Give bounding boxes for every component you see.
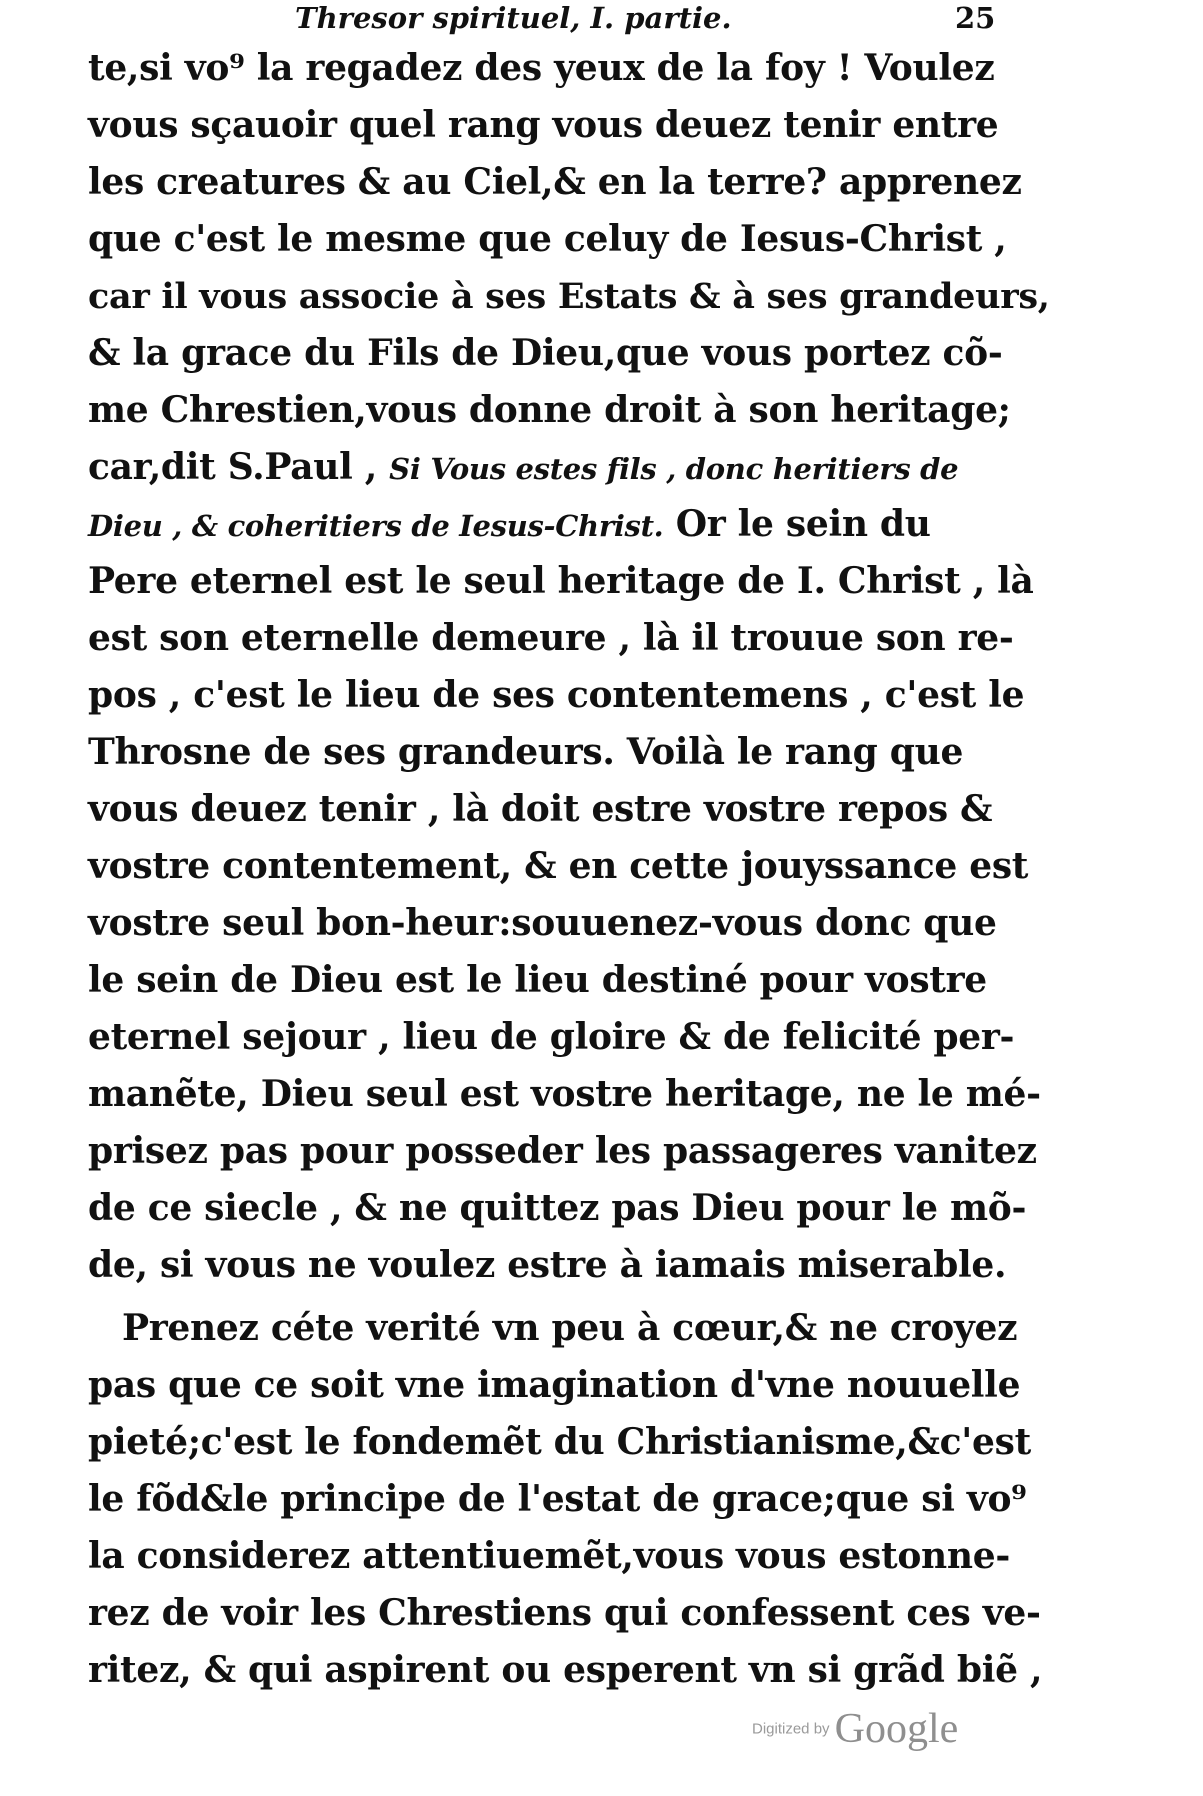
text-segment: vous deuez tenir , là doit estre vostre repos & <box>88 788 993 830</box>
text-segment: de ce siecle , & ne quittez pas Dieu pour le mõ- <box>88 1187 1027 1229</box>
text-line <box>88 667 1058 724</box>
text-line <box>88 496 1058 553</box>
text-segment: manẽte, Dieu seul est vostre heritage, ne le mé- <box>88 1073 1041 1115</box>
text-line <box>88 1237 1058 1294</box>
text-line <box>88 211 1058 268</box>
text-line <box>88 97 1058 154</box>
text-segment: vostre contentement, & en cette jouyssance est <box>88 845 1029 887</box>
text-line <box>88 439 1058 496</box>
text-line <box>88 1585 1058 1642</box>
text-line <box>88 40 1058 97</box>
text-line <box>88 610 1058 667</box>
text-segment: pieté;c'est le fondemẽt du Christianisme,&c'est <box>88 1421 1031 1463</box>
text-segment: pas que ce soit vne imagination d'vne nouuelle <box>88 1364 1021 1406</box>
text-segment: le sein de Dieu est le lieu destiné pour vostre <box>88 959 987 1001</box>
text-segment: ritez, & qui aspirent ou esperent vn si grãd biẽ , <box>88 1649 1043 1691</box>
text-segment: que c'est le mesme que celuy de Iesus-Christ , <box>88 218 1007 260</box>
text-segment: la considerez attentiuemẽt,vous vous estonne- <box>88 1535 1011 1577</box>
text-segment: Prenez céte verité vn peu à cœur,& ne croyez <box>122 1307 1018 1349</box>
body-text <box>88 40 1058 1699</box>
text-line <box>88 154 1058 211</box>
text-line <box>88 952 1058 1009</box>
text-segment: rez de voir les Chrestiens qui confessent ces ve- <box>88 1592 1041 1634</box>
text-line <box>88 1009 1058 1066</box>
text-segment: le fõd&le principe de l'estat de grace;que si vo⁹ <box>88 1478 1027 1520</box>
text-line <box>88 553 1058 610</box>
text-segment: de, si vous ne voulez estre à iamais miserable. <box>88 1244 1007 1286</box>
text-line <box>88 781 1058 838</box>
text-segment: vous sçauoir quel rang vous deuez tenir entre <box>88 104 999 146</box>
text-line <box>88 838 1058 895</box>
text-line <box>88 1357 1058 1414</box>
text-segment: me Chrestien,vous donne droit à son heritage; <box>88 389 1011 431</box>
google-digitized-watermark <box>752 1705 958 1759</box>
text-line <box>88 1123 1058 1180</box>
text-segment: Or le sein du <box>663 503 931 545</box>
text-line <box>88 895 1058 952</box>
text-line <box>88 325 1058 382</box>
page-number: 25 <box>955 1 996 35</box>
text-line <box>88 1180 1058 1237</box>
text-segment: Throsne de ses grandeurs. Voilà le rang que <box>88 731 964 773</box>
google-logo: Google <box>834 1706 959 1752</box>
text-line <box>88 268 1058 325</box>
text-line <box>88 1471 1058 1528</box>
text-segment: pos , c'est le lieu de ses contentemens , c'est le <box>88 674 1025 716</box>
text-line <box>88 1300 1058 1357</box>
text-line <box>88 1414 1058 1471</box>
text-segment: Pere eternel est le seul heritage de I. Christ , là <box>88 560 1034 602</box>
italic-quote-segment: Si Vous estes fils , donc heritiers de <box>389 452 959 486</box>
text-segment: les creatures & au Ciel,& en la terre? apprenez <box>88 161 1022 203</box>
italic-quote-segment: Dieu , & coheritiers de Iesus-Christ. <box>88 509 664 543</box>
text-line <box>88 382 1058 439</box>
text-segment: car,dit S.Paul , <box>88 446 390 488</box>
running-head <box>295 0 1055 36</box>
text-line <box>88 1642 1058 1699</box>
watermark-prefix: Digitized by <box>752 1720 830 1738</box>
text-segment: prisez pas pour posseder les passageres vanitez <box>88 1130 1037 1172</box>
text-segment: est son eternelle demeure , là il trouue son re- <box>88 617 1014 659</box>
text-line <box>88 724 1058 781</box>
text-line <box>88 1066 1058 1123</box>
text-segment: eternel sejour , lieu de gloire & de felicité per- <box>88 1016 1015 1058</box>
running-title: Thresor spirituel, I. partie. <box>295 1 732 35</box>
text-line <box>88 1528 1058 1585</box>
text-segment: vostre seul bon-heur:souuenez-vous donc que <box>88 902 997 944</box>
text-segment: & la grace du Fils de Dieu,que vous portez cõ- <box>88 332 1003 374</box>
text-segment: car il vous associe à ses Estats & à ses grandeurs, <box>88 276 1050 317</box>
text-segment: te,si vo⁹ la regadez des yeux de la foy ! Voulez <box>88 47 995 89</box>
